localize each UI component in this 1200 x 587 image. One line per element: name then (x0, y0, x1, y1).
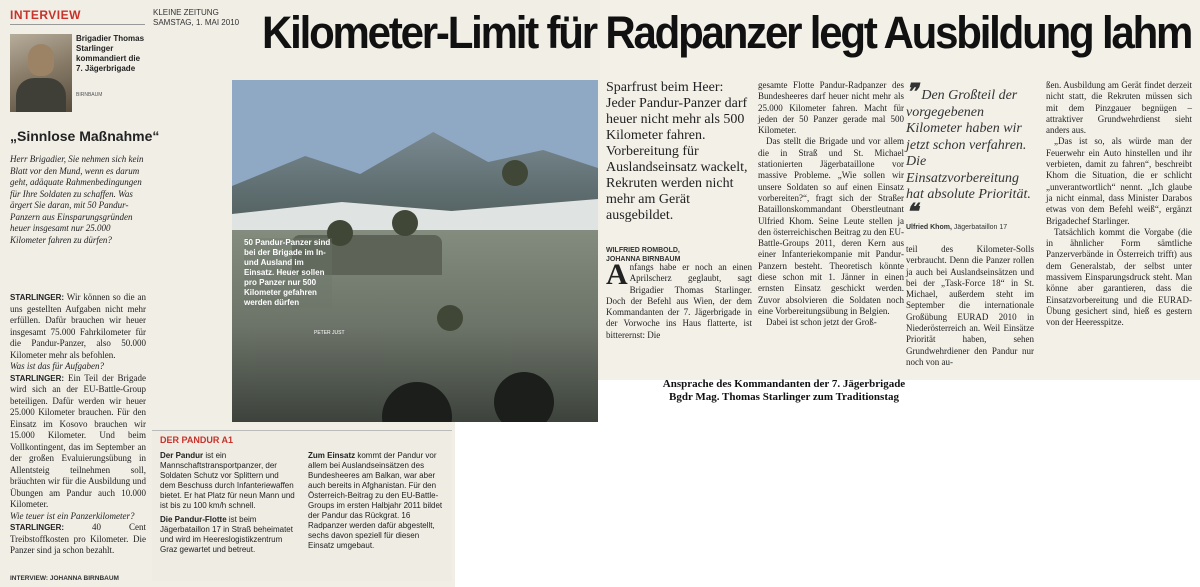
interview-intro: Herr Brigadier, Sie nehmen sich kein Blatt vor den Mund, wenn es darum geht, adäquate Rahmenbedingungen für Ihre Soldaten zu schaffen. Was ärgert Sie daran, mit 50 Pandur-Panzern aus Einsparungsgründen heuer insgesamt nur 25.000 Kilometer fahren zu dürfen? (10, 154, 144, 245)
portrait-credit: BIRNBAUM (76, 92, 103, 98)
article-paragraph: Dabei ist schon jetzt der Groß- (766, 317, 877, 328)
interview-question: Was ist das für Aufgaben? (10, 361, 105, 371)
article-paragraph: „Das ist so, als würde man der Feuerwehr ein Auto hinstellen und ihr verbieten, damit zu fahren“, beschreibt Khom die Situation, die er schlicht „unverantwortlich“ nennt. „Ich glaube ja nicht einmal, dass Minister Darabos etwas von dem Befehl weiß“, ergänzt Brigadechef Starlinger. (1046, 136, 1192, 226)
answer-text: Ein Teil der Brigade wird sich an der EU-Battle-Group beteiligen. Dafür werden wir heuer 25.000 Kilometer brauchen. Für den Einsatz im Kosovo brauchen wir 15.000 Kilometer. Und beim Vollkontingent, das im September an der großen Evaluierungsübung in Allentsteig teilnehmen soll, bräuchten wir für die Ausbildung und Übungen am Pandur auch 10.000 Kilometer. (10, 372, 146, 509)
portrait-head (28, 44, 54, 76)
portrait-photo (10, 34, 72, 112)
article-column-3 (906, 244, 1034, 368)
info-box-right (308, 451, 444, 555)
info-text: kommt der Pandur vor allem bei Auslandseinsätzen des Bundesheeres am Balkan, war aber auch bereits in Afghanistan. Für den Österreich-Beitrag zu den EU-Battle-Groups im ersten Halbjahr 2011 bildet der Pandur das Rückgrat. 16 Radpanzer werden dafür abgestellt, sechs davon speziell für diesen Einsatz umgebaut. (308, 451, 443, 550)
paragraph-text: nfangs habe er noch an einen Aprilscherz geglaubt, sagt Brigadier Thomas Starlinger. Doch der Befehl aus Wien, der dem Kommandanten der 7. Jägerbrigade in der Vorwoche ins Haus flatterte, ist bitterernst: Die (606, 262, 752, 340)
speaker-label: STARLINGER: (10, 293, 65, 302)
article-paragraph: Das stellt die Brigade und vor allem die in Straß und St. Michael stationierten Jägerbataillone vor massive Probleme. „Wie sollen wir unsere Soldaten so auf einen Einsatz vorbereiten?“, fragt sich der Straßer Bataillonskommandant Oberstleutnant Ulfried Khom. Seine Leute stellen ja den österreichischen Beitrag zu den EU-Battle-Groups 2011, deren Kern aus einer Infanteriekompanie mit Pandur-Panzern besteht. Theoretisch könnte diese schon mit 1. Jänner in einen ernsten Einsatz geschickt werden. Zuvor absolvieren die Soldaten noch eine Vorbereitungsübung in Belgien. (758, 136, 904, 316)
byline-line: JOHANNA BIRNBAUM (606, 256, 681, 263)
caption-line: Ansprache des Kommandanten der 7. Jägerbrigade (662, 378, 906, 390)
source-role: Jägerbataillon 17 (951, 224, 1008, 231)
quote-close-icon: ❝ (906, 198, 918, 224)
portrait-caption: Brigadier Thomas Starlinger kommandiert die 7. Jägerbrigade (76, 34, 145, 73)
article-paragraph: teil des Kilometer-Solls verbraucht. Denn die Panzer rollen ja auch bei Auslandseinsätzen und bei der „Task-Force 18“ in St. Michael, außerdem steht im September die internationale Großübung EURAD 2010 in Niederösterreich an. Weil Einsätze Priorität haben, sehen Grundwehrdiener den Pandur nur noch von au- (906, 244, 1034, 367)
answer-text: Wir können so die an uns gestellten Aufgaben nicht mehr erfüllen. Dafür brauchen wir heuer insgesamt 75.000 Fahrkilometer für die Pandur-Panzer, also 50.000 Kilometer mehr als befohlen. (10, 292, 146, 360)
source-name: Ulfried Khom, (906, 224, 952, 231)
info-text: ist beim Jägerbataillon 17 in Straß beheimatet und wird im Heereslogistikzentrum Graz gewartet und betreut. (160, 515, 293, 554)
byline-line: WILFRIED ROMBOLD, (606, 247, 680, 254)
info-paragraph (160, 515, 296, 555)
info-lead: Der Pandur (160, 451, 204, 460)
info-box-left (160, 451, 296, 559)
divider (10, 24, 145, 25)
article-column-4 (1046, 80, 1192, 329)
soldier-figure (392, 210, 418, 236)
info-box-title: DER PANDUR A1 (160, 435, 234, 445)
info-paragraph (308, 451, 444, 551)
article-deck: Sparfrust beim Heer: Jeder Pandur-Panzer darf heuer nicht mehr als 500 Kilometer fahren. Vorbereitung für Auslandseinsatz wackelt, Rekruten werden nicht mehr am Gerät ausgebildet. (606, 80, 748, 223)
interview-answer (10, 373, 146, 511)
interview-heading: „Sinnlose Maßnahme“ (10, 128, 160, 144)
speaker-label: STARLINGER: (10, 523, 65, 532)
article-column-2 (758, 80, 904, 329)
info-lead: Die Pandur-Flotte (160, 515, 227, 524)
photo-caption: 50 Pandur-Panzer sind bei der Brigade im In- und Ausland im Einsatz. Heuer sollen pro Panzer nur 500 Kilometer gefahren werden dürfen (244, 238, 331, 307)
info-box (152, 430, 452, 581)
quote-open-icon: ❞ (906, 79, 918, 104)
caption-line: Bgdr Mag. Thomas Starlinger zum Traditionstag (668, 390, 899, 403)
soldier-figure (502, 160, 528, 186)
portrait-body (16, 78, 66, 112)
pull-quote (906, 79, 1034, 224)
article-paragraph: ßen. Ausbildung am Gerät findet derzeit nicht statt, die Rekruten müssen sich mit dem Pinzgauer begnügen – attraktiver Grundwehrdienst sieht anders aus. (1046, 80, 1192, 136)
pull-quote-text: Den Großteil der vorgegebenen Kilometer haben wir jetzt schon verfahren. Die Einsatzvorbereitung hat absolute Priorität. (906, 88, 1031, 202)
section-kicker: INTERVIEW (10, 8, 81, 22)
answer-text: 40 Cent Treibstoffkosten pro Kilometer. Die Panzer sind ja schon bezahlt. (10, 522, 146, 555)
info-paragraph (160, 451, 296, 511)
interview-question: Wie teuer ist ein Panzerkilometer? (10, 510, 135, 521)
info-text: ist ein Mannschaftstransportpanzer, der Soldaten Schutz vor Splittern und dem Beschuss durch Infanteriewaffen bietet. Er hat Platz für neun Mann und ist bis zu 100 km/h schnell. (160, 451, 295, 510)
interview-answer (10, 522, 146, 557)
soldier-figure (437, 305, 463, 331)
article-paragraph: gesamte Flotte Pandur-Radpanzer des Bundesheeres darf heuer nicht mehr als 25.000 Kilometer fahren. Macht für jeden der 50 Panzer gerade mal 500 Kilometer. (758, 80, 904, 136)
newspaper-meta (153, 8, 239, 28)
interview-answer (10, 292, 146, 361)
headline: Kilometer-Limit für Radpanzer legt Ausbildung lahm (262, 7, 1192, 58)
interview-body (10, 292, 146, 557)
image-caption (594, 378, 974, 403)
info-lead: Zum Einsatz (308, 451, 356, 460)
newspaper-date: SAMSTAG, 1. MAI 2010 (153, 18, 240, 27)
interview-credit: INTERVIEW: JOHANNA BIRNBAUM (10, 575, 119, 582)
drop-cap: A (606, 258, 628, 291)
newspaper-name: KLEINE ZEITUNG (153, 8, 219, 17)
speaker-label: STARLINGER: (10, 373, 65, 383)
photo-credit: PETER JUST (314, 330, 345, 336)
article-paragraph: Tatsächlich kommt die Vorgabe (die in ähnlicher Form sämtliche Panzerverbände in Österreich trifft) aus dem Generalstab, der selbst unter massivem Einsparungsdruck steht. Man könne aber garantieren, dass die Einsatzvorbereitung und die EURAD-Übung gesichert sind, hieß es gestern von der Heeresspitze. (1046, 226, 1192, 328)
pull-quote-source (906, 224, 1007, 231)
